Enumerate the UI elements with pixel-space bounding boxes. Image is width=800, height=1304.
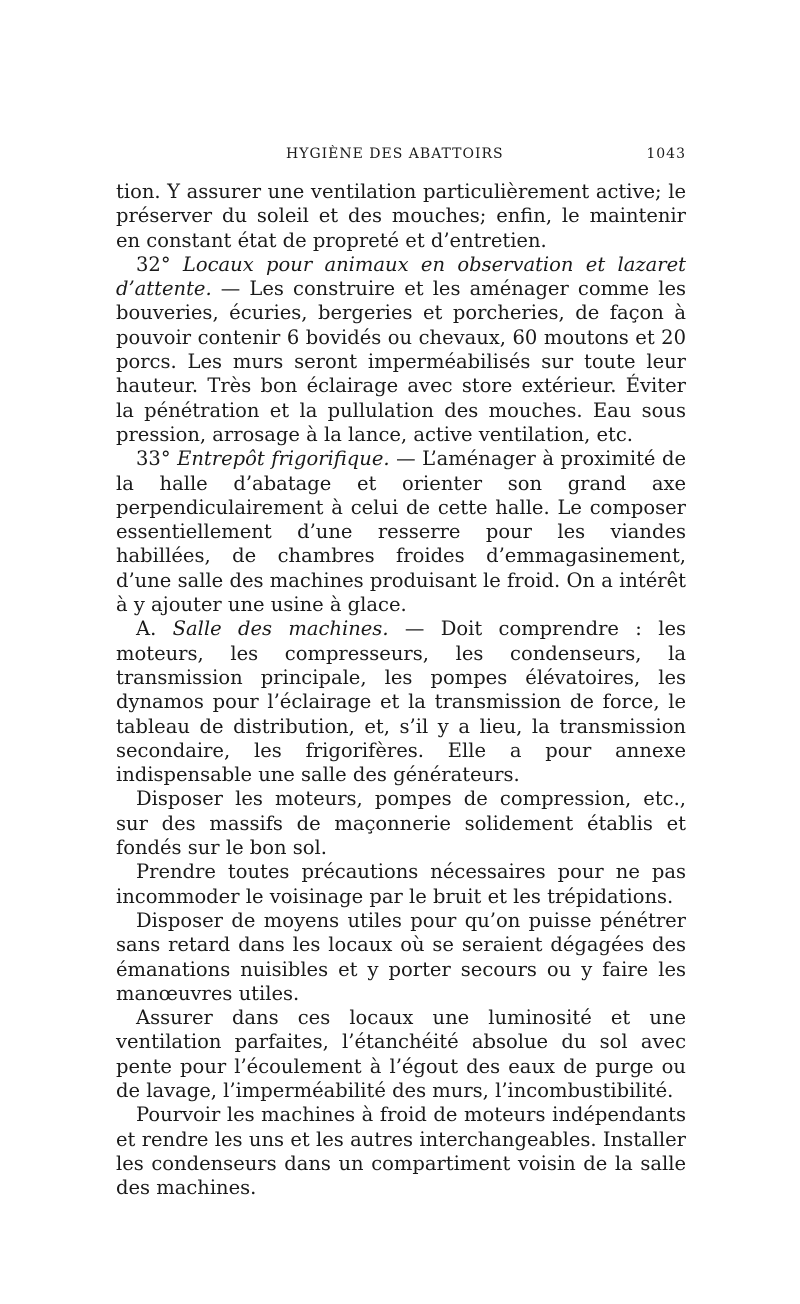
subsection-title: Salle des machines.	[172, 617, 389, 641]
running-header	[116, 146, 686, 172]
paragraph: Pourvoir les machines à froid de moteurs indépendants et rendre les uns et les autres interchangeables. Installer les condenseurs dans un compartiment voisin de la salle des machines.	[116, 1103, 686, 1200]
section-number: 33°	[136, 447, 178, 471]
page-number: 1043	[646, 146, 686, 162]
section-title: Locaux pour animaux en observation et lazaret d’attente.	[116, 252, 686, 301]
paragraph: Disposer de moyens utiles pour qu’on puisse pénétrer sans retard dans les locaux où se seraient dégagées des émanations nuisibles et y porter secours ou y faire les manœuvres utiles.	[116, 908, 686, 1005]
section-text: — Les construire et les aménager comme les bouveries, écuries, bergeries et porcheries, de façon à pouvoir contenir 6 bovidés ou chevaux, 60 moutons et 20 porcs. Les murs seront imperméabilisés sur toute leur hauteur. Très bon éclairage avec store extérieur. Éviter la pénétration et la pullulation des mouches. Eau sous pression, arrosage à la lance, active ventilation, etc.	[116, 277, 686, 446]
paragraph: Prendre toutes précautions nécessaires pour ne pas incommoder le voisinage par le bruit et les trépidations.	[116, 860, 686, 908]
section-text: — L’aménager à proximité de la halle d’abatage et orienter son grand axe perpendiculairement à celui de cette halle. Le composer essentiellement d’une resserre pour les viandes habillées, de chambres froides d’emmagasinement, d’une salle des machines produisant le froid. On a intérêt à y ajouter une usine à glace.	[116, 447, 687, 617]
running-title: HYGIÈNE DES ABATTOIRS	[286, 146, 504, 162]
paragraph: Assurer dans ces locaux une luminosité et une ventilation parfaites, l’étanchéité absolue du sol avec pente pour l’écoulement à l’égout des eaux de purge ou de lavage, l’imperméabilité des murs, l’incombustibilité.	[116, 1006, 686, 1102]
paragraph-a	[116, 617, 686, 787]
book-page	[116, 146, 686, 1200]
paragraph-32	[116, 253, 686, 447]
subsection-letter: A.	[136, 617, 173, 641]
paragraph-continuation: tion. Y assurer une ventilation particulièrement active; le préserver du soleil et des mouches; enfin, le maintenir en constant état de propreté et d’entretien.	[116, 180, 686, 252]
paragraph: Disposer les moteurs, pompes de compression, etc., sur des massifs de maçonnerie solidement établis et fondés sur le bon sol.	[116, 787, 686, 860]
section-title: Entrepôt frigorifique.	[177, 447, 390, 471]
page-body	[116, 180, 686, 1200]
paragraph-33	[116, 447, 686, 617]
subsection-text: — Doit comprendre : les moteurs, les compresseurs, les condenseurs, la transmission principale, les pompes élévatoires, les dynamos pour l’éclairage et la transmission de force, le tableau de distribution, et, s’il y a lieu, la transmission secondaire, les frigorifères. Elle a pour annexe indispensable une salle des générateurs.	[116, 617, 686, 787]
section-number: 32°	[136, 252, 183, 276]
